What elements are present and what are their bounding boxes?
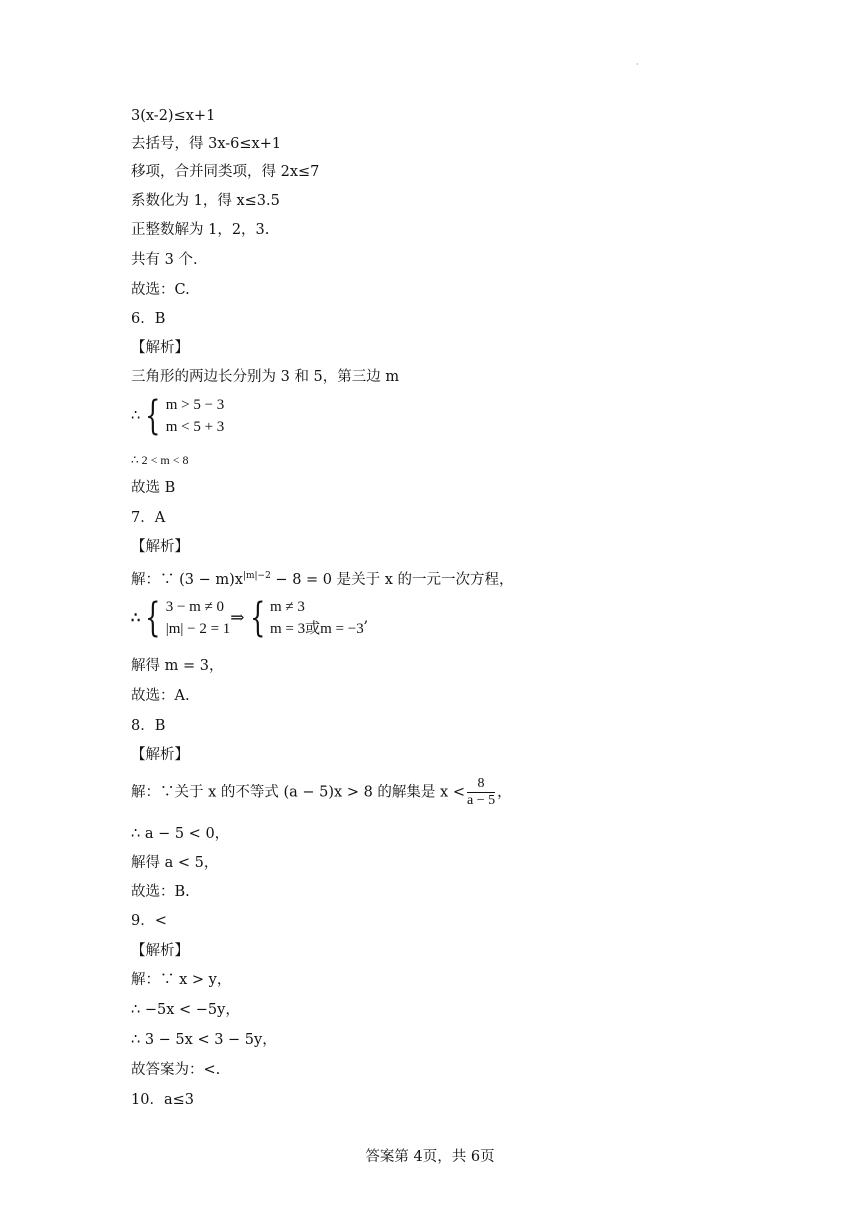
- text-line: 共有 3 个.: [131, 252, 198, 268]
- therefore-symbol: ∴: [131, 408, 141, 424]
- text-line: 故选 B: [131, 480, 176, 496]
- question-number: 9．<: [131, 913, 167, 929]
- text-line: 移项，合并同类项，得 2x≤7: [131, 164, 320, 180]
- brace-symbol: {: [249, 595, 265, 641]
- system-rows-left: [166, 596, 231, 640]
- system-row: |m| − 2 = 1: [165, 621, 231, 637]
- question-number: 6．B: [131, 311, 166, 327]
- equation-system: [131, 596, 368, 640]
- text-line: ∴ a − 5 < 0，: [131, 826, 230, 842]
- brace-symbol: {: [145, 595, 161, 641]
- system-row: 3 − m ≠ 0: [165, 599, 225, 615]
- text-line: ∴ 2 < m < 8: [131, 453, 189, 467]
- system-row: m = 3或m = −3: [269, 621, 364, 637]
- analysis-heading: 【解析】: [131, 340, 189, 356]
- fraction-numerator: 8: [467, 776, 495, 793]
- text-line: ∴ 3 − 5x < 3 − 5y，: [131, 1032, 277, 1048]
- text-line: 去括号，得 3x-6≤x+1: [131, 136, 282, 152]
- inequality-line: [131, 776, 512, 809]
- system-row: m < 5 + 3: [165, 419, 225, 435]
- system-row: m ≠ 3: [269, 599, 305, 615]
- system-rows-right: [270, 596, 364, 640]
- fraction-denominator: a − 5: [466, 793, 496, 808]
- header-mark: ·: [636, 60, 639, 69]
- analysis-heading: 【解析】: [131, 747, 189, 763]
- text-line: 系数化为 1，得 x≤3.5: [131, 193, 280, 209]
- question-number: 7．A: [131, 510, 166, 526]
- equation-post: − 8 = 0 是关于 x 的一元一次方程，: [270, 571, 514, 588]
- comma: ,: [363, 610, 369, 626]
- equation-exponent: |m|−2: [242, 571, 271, 581]
- text-line: ∴ −5x < −5y，: [131, 1002, 240, 1018]
- text-line: 三角形的两边长分别为 3 和 5，第三边 m: [131, 369, 400, 385]
- therefore-symbol: ∴: [131, 609, 141, 627]
- analysis-heading: 【解析】: [131, 943, 189, 959]
- comma: ，: [497, 784, 512, 801]
- text-line: 故选：A.: [131, 688, 190, 704]
- equation-pre: 解：∵ (3 − m)x: [131, 571, 243, 588]
- text-line: 故答案为：<.: [131, 1062, 221, 1078]
- page-footer: 答案第 4页，共 6页: [365, 1149, 495, 1165]
- inequality-system: [131, 394, 224, 438]
- text-line: 解得 a < 5，: [131, 855, 219, 871]
- question-number: 10．a≤3: [131, 1092, 194, 1108]
- inequality-pre: 解：∵关于 x 的不等式 (a − 5)x > 8 的解集是 x <: [131, 784, 465, 801]
- fraction: [467, 776, 495, 809]
- brace-symbol: {: [145, 393, 161, 439]
- implies-arrow: ⇒: [230, 608, 245, 628]
- text-line: 故选：C.: [131, 282, 190, 298]
- text-line: 故选：B.: [131, 884, 190, 900]
- text-line: 解：∵ x > y，: [131, 972, 232, 988]
- system-row: m > 5 − 3: [165, 397, 225, 413]
- text-line: 解得 m = 3，: [131, 658, 224, 674]
- equation-line: [131, 566, 514, 590]
- analysis-heading: 【解析】: [131, 539, 189, 555]
- text-line: 3(x-2)≤x+1: [131, 108, 216, 124]
- question-number: 8．B: [131, 718, 166, 734]
- text-line: 正整数解为 1，2，3.: [131, 222, 270, 238]
- system-rows: [166, 394, 225, 438]
